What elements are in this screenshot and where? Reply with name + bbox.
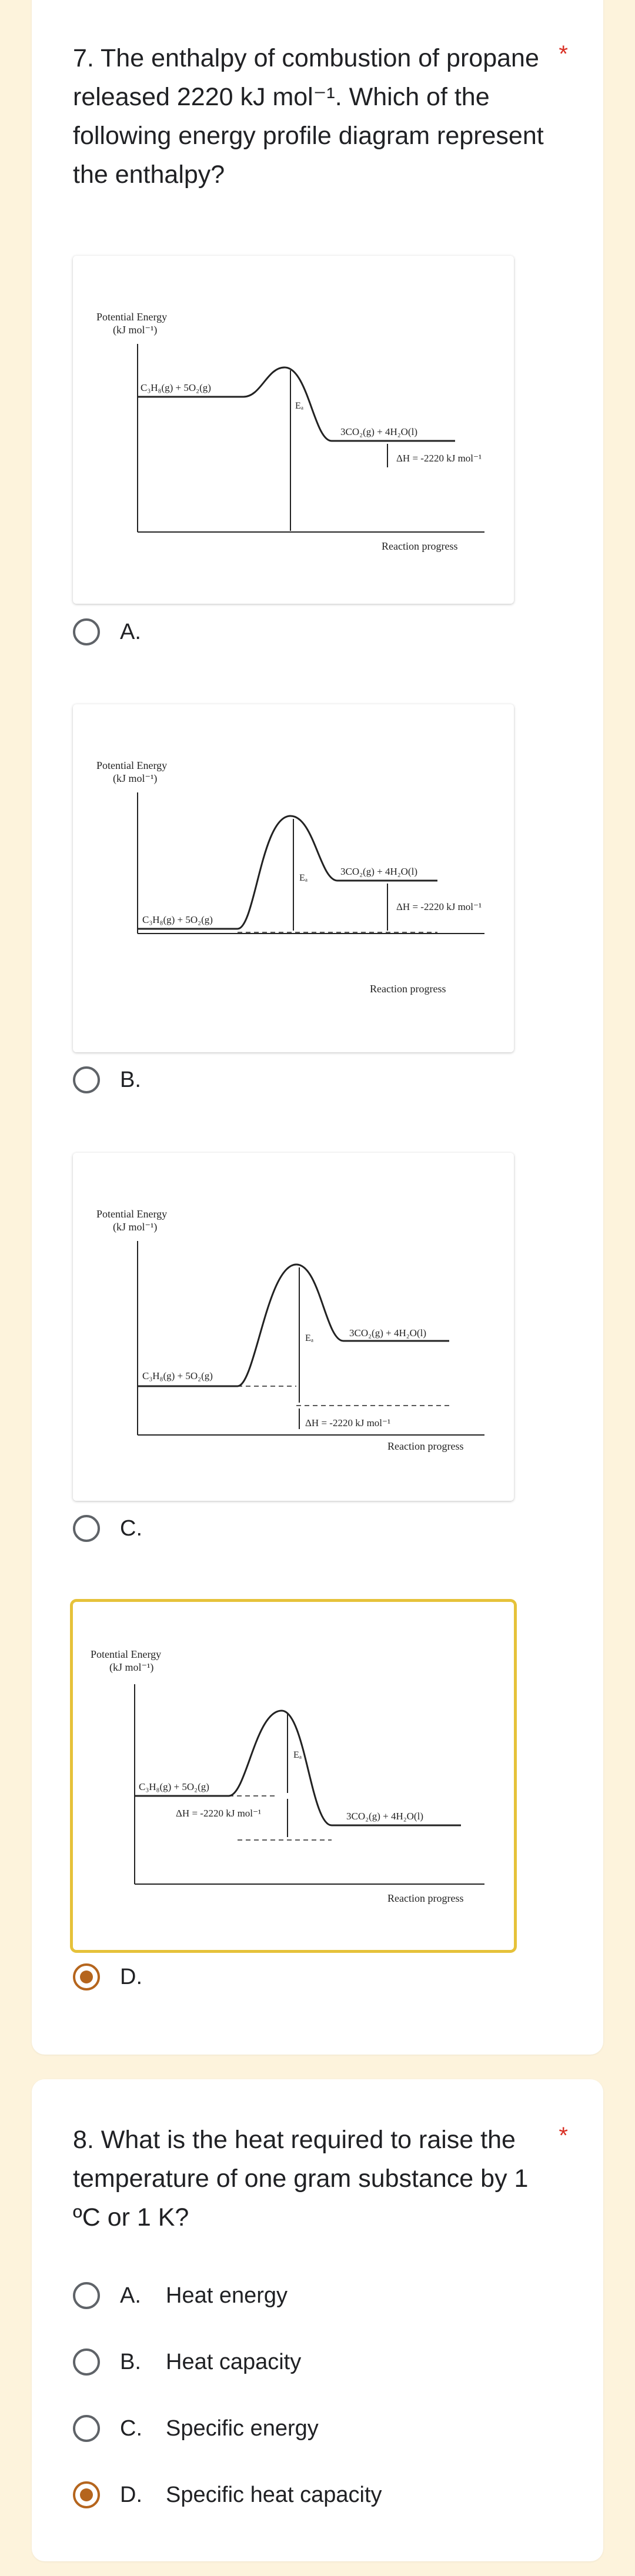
option-d[interactable] — [73, 2477, 382, 2513]
reactants-label: C₃H₈(g) + 5O₂(g) — [141, 382, 211, 393]
y-axis-unit: (kJ mol⁻¹) — [109, 1661, 154, 1673]
reactants-label: C₃H₈(g) + 5O₂(g) — [139, 1781, 209, 1792]
radio-option-a[interactable] — [73, 2282, 100, 2309]
ea-label: Eₐ — [295, 401, 304, 411]
option-d-letter: D. — [120, 2482, 142, 2507]
y-axis-unit: (kJ mol⁻¹) — [113, 772, 158, 784]
option-d[interactable] — [73, 1959, 142, 1995]
products-label: 3CO₂(g) + 4H₂O(l) — [349, 1327, 426, 1339]
diagram-option-b[interactable] — [73, 704, 514, 1052]
option-d-label: Specific heat capacity — [166, 2482, 382, 2507]
y-axis-label: Potential Energy — [91, 1648, 162, 1660]
option-a-label: A. — [120, 619, 141, 644]
radio-option-b[interactable] — [73, 2348, 100, 2376]
ea-label: Eₐ — [305, 1333, 314, 1343]
delta-h-label: ΔH = -2220 kJ mol⁻¹ — [396, 901, 482, 912]
reactants-label: C₃H₈(g) + 5O₂(g) — [142, 1370, 213, 1381]
y-axis-label: Potential Energy — [96, 311, 168, 323]
option-b-label: Heat capacity — [166, 2349, 302, 2374]
products-label: 3CO₂(g) + 4H₂O(l) — [346, 1811, 423, 1822]
energy-curve — [138, 1264, 449, 1386]
y-axis-label: Potential Energy — [96, 1208, 168, 1220]
products-label: 3CO₂(g) + 4H₂O(l) — [340, 426, 417, 437]
option-a[interactable] — [73, 614, 141, 650]
option-d-label: D. — [120, 1964, 142, 1989]
question-card-7 — [32, 0, 603, 2055]
y-axis-unit: (kJ mol⁻¹) — [113, 1221, 158, 1233]
option-c[interactable] — [73, 2411, 319, 2446]
delta-h-label: ΔH = -2220 kJ mol⁻¹ — [396, 453, 482, 464]
x-axis-label: Reaction progress — [387, 1892, 464, 1904]
diagram-option-a[interactable] — [73, 256, 514, 604]
question-8-text: 8. What is the heat required to raise the temperature of one gram substance by 1 ºC or 1 K? — [73, 2126, 529, 2232]
option-c[interactable] — [73, 1511, 142, 1546]
option-b-label: B. — [120, 1067, 141, 1092]
option-a-label: Heat energy — [166, 2283, 288, 2308]
x-axis-label: Reaction progress — [382, 540, 458, 552]
radio-option-c[interactable] — [73, 2415, 100, 2442]
ea-label: Eₐ — [293, 1750, 302, 1760]
option-a-letter: A. — [120, 2283, 141, 2308]
required-asterisk: * — [559, 2123, 568, 2149]
x-axis-label: Reaction progress — [387, 1440, 464, 1452]
option-b-letter: B. — [120, 2349, 141, 2374]
radio-option-b[interactable] — [73, 1066, 100, 1093]
option-c-letter: C. — [120, 2416, 142, 2441]
reactants-label: C₃H₈(g) + 5O₂(g) — [142, 914, 213, 925]
option-c-label: Specific energy — [166, 2416, 319, 2441]
required-asterisk: * — [559, 41, 568, 67]
ea-label: Eₐ — [299, 873, 308, 883]
y-axis-label: Potential Energy — [96, 760, 168, 771]
option-a[interactable] — [73, 2278, 288, 2313]
radio-option-d-selected[interactable] — [73, 2481, 100, 2508]
diagram-option-c[interactable] — [73, 1153, 514, 1501]
diagram-option-d[interactable] — [73, 1602, 514, 1950]
option-b[interactable] — [73, 2344, 301, 2380]
radio-option-d-selected[interactable] — [73, 1963, 100, 1990]
y-axis-unit: (kJ mol⁻¹) — [113, 324, 158, 336]
radio-option-a[interactable] — [73, 618, 100, 645]
products-label: 3CO₂(g) + 4H₂O(l) — [340, 866, 417, 877]
delta-h-label: ΔH = -2220 kJ mol⁻¹ — [305, 1417, 391, 1428]
question-card-8 — [32, 2079, 603, 2561]
radio-option-c[interactable] — [73, 1515, 100, 1542]
question-7-text: 7. The enthalpy of combustion of propane released 2220 kJ mol⁻¹. Which of the following energy profile diagram represent the enthalpy? — [73, 44, 544, 189]
x-axis-label: Reaction progress — [370, 983, 446, 995]
option-b[interactable] — [73, 1062, 141, 1098]
delta-h-label: ΔH = -2220 kJ mol⁻¹ — [176, 1808, 262, 1819]
option-c-label: C. — [120, 1516, 142, 1541]
